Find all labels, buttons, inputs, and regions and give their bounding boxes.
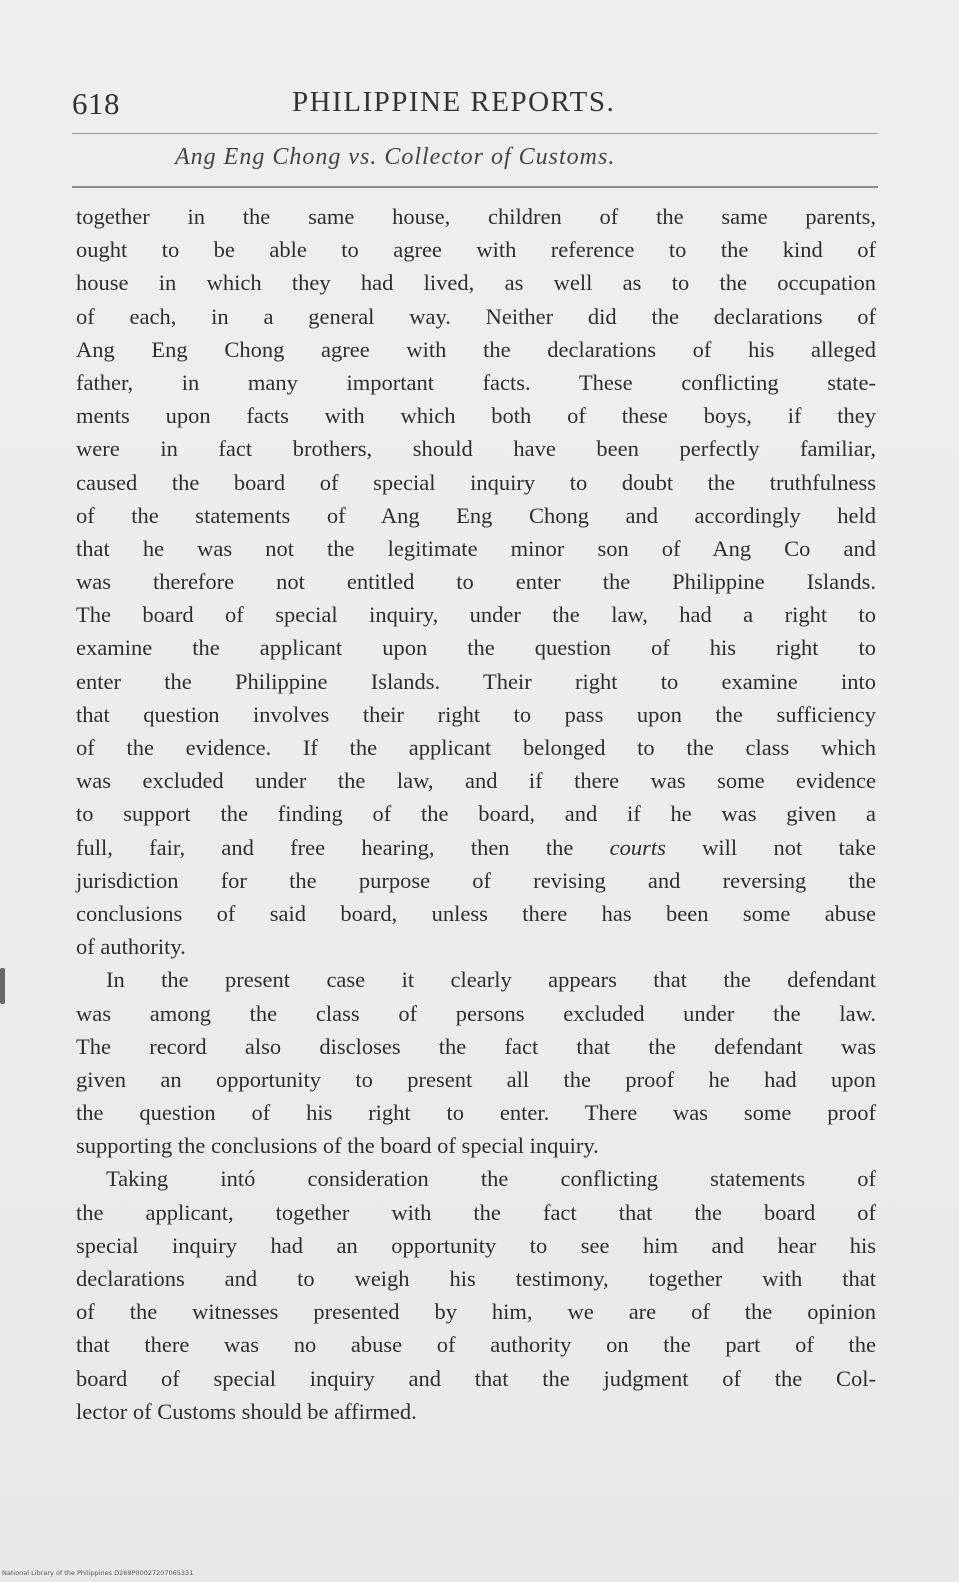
text-line: special inquiry had an opportunity to see him and hear his: [76, 1232, 876, 1258]
text-line: caused the board of special inquiry to doubt the truthfulness: [76, 469, 876, 495]
text-line: The record also discloses the fact that the defendant was: [76, 1033, 876, 1059]
text-line: conclusions of said board, unless there has been some abuse: [76, 900, 876, 926]
text-line: of the evidence. If the applicant belonged to the class which: [76, 735, 876, 760]
text-line: board of special inquiry and that the judgment of the Col-: [76, 1365, 876, 1391]
text-line: ought to be able to agree with reference to the kind of: [76, 237, 876, 263]
text-line: was excluded under the law, and if there was some evidence: [76, 768, 876, 794]
text-line: lector of Customs should be affirmed.: [76, 1398, 417, 1424]
paragraph: [76, 200, 876, 963]
italic-word: courts: [609, 834, 666, 860]
paragraph: [76, 1162, 876, 1428]
case-title-rule: [72, 186, 878, 188]
text-line: that there was no abuse of authority on the part of the: [76, 1332, 876, 1358]
text-line: examine the applicant upon the question of his right to: [76, 635, 876, 661]
scan-footer-tag: National Library of the Philippines D269P00027207065331: [2, 1569, 194, 1577]
text-line: father, in many important facts. These conflicting state-: [76, 369, 876, 395]
text-line: that he was not the legitimate minor son of Ang Co and: [76, 535, 876, 561]
text-line: that question involves their right to pass upon the sufficiency: [76, 701, 876, 727]
running-title: PHILIPPINE REPORTS.: [292, 86, 616, 118]
text-line: given an opportunity to present all the proof he had upon: [76, 1066, 876, 1092]
text-line: was among the class of persons excluded under the law.: [76, 1000, 876, 1026]
text-line: full, fair, and free hearing, then the courts will not take: [76, 834, 876, 860]
page-number: 618: [72, 86, 120, 121]
text-line: enter the Philippine Islands. Their right to examine into: [76, 668, 876, 694]
header-rule: [72, 133, 878, 134]
text-line: Taking intó consideration the conflicting statements of: [106, 1166, 876, 1192]
text-line: of the witnesses presented by him, we are of the opinion: [76, 1299, 876, 1325]
text-line: the applicant, together with the fact that the board of: [76, 1199, 876, 1225]
text-line: supporting the conclusions of the board of special inquiry.: [76, 1133, 599, 1159]
margin-mark: [0, 968, 5, 1004]
body-text: [76, 200, 876, 1428]
text-line: declarations and to weigh his testimony, together with that: [76, 1266, 876, 1291]
text-line: of the statements of Ang Eng Chong and accordingly held: [76, 502, 876, 528]
text-line: were in fact brothers, should have been perfectly familiar,: [76, 436, 876, 462]
text-line: of authority.: [76, 934, 186, 960]
text-line: In the present case it clearly appears that the defendant: [106, 967, 876, 993]
text-line: of each, in a general way. Neither did the declarations of: [76, 303, 876, 329]
text-line: to support the finding of the board, and if he was given a: [76, 801, 876, 827]
text-line: house in which they had lived, as well as to the occupation: [76, 270, 876, 296]
text-line: jurisdiction for the purpose of revising and reversing the: [76, 867, 876, 893]
text-line: was therefore not entitled to enter the Philippine Islands.: [76, 569, 876, 595]
page-header: [72, 86, 878, 130]
text-line: together in the same house, children of the same parents,: [76, 204, 876, 229]
text-line: Ang Eng Chong agree with the declarations of his alleged: [76, 336, 876, 362]
paragraph: [76, 963, 876, 1162]
case-title: Ang Eng Chong vs. Collector of Customs.: [175, 144, 616, 170]
text-line: the question of his right to enter. There was some proof: [76, 1100, 876, 1126]
text-line: ments upon facts with which both of these boys, if they: [76, 403, 876, 429]
text-line: The board of special inquiry, under the law, had a right to: [76, 602, 876, 628]
